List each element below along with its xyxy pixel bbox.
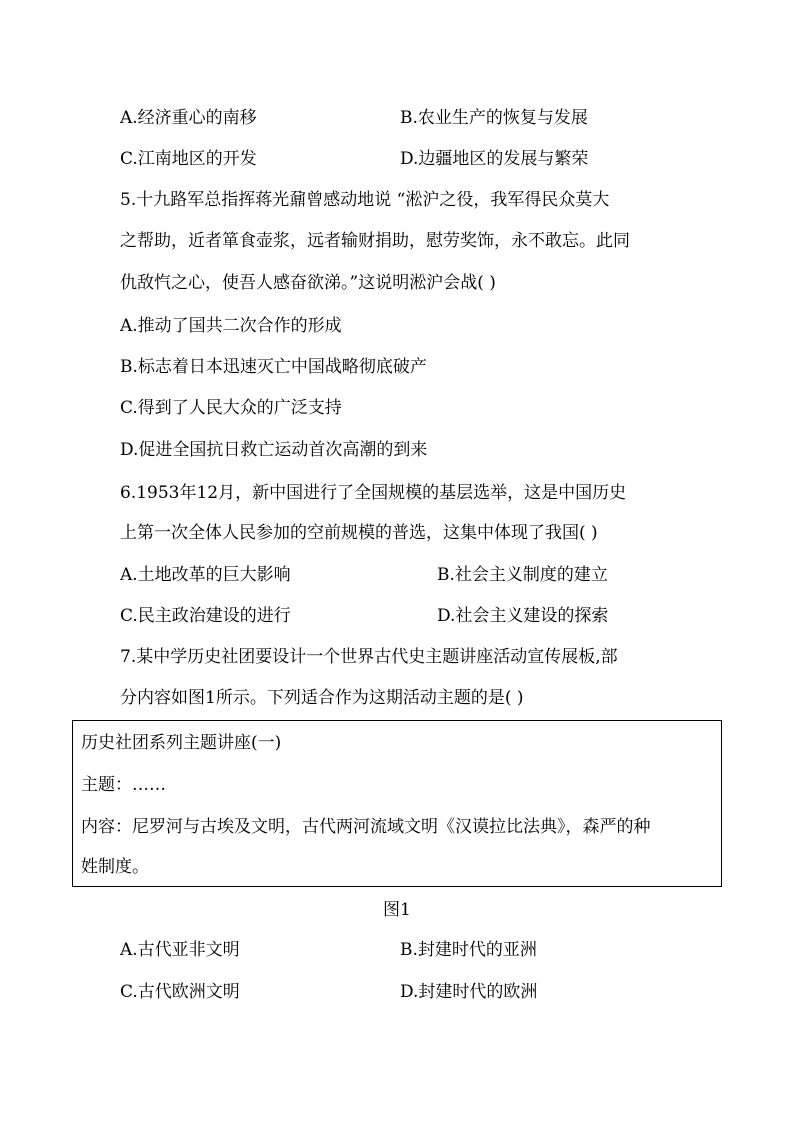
box-content-line: 内容：尼罗河与古埃及文明，古代两河流域文明《汉谟拉比法典》，森严的种: [81, 817, 651, 837]
lecture-board-box: [72, 720, 722, 887]
q5-option-d: D.促进全国抗日救亡运动首次高潮的到来: [120, 440, 428, 460]
q5-option-b: B.标志着日本迅速灭亡中国战略彻底破产: [120, 357, 427, 377]
q7-option-b: B.封建时代的亚洲: [400, 940, 537, 960]
q6-option-c: C.民主政治建设的进行: [120, 606, 291, 626]
q6-option-b: B.社会主义制度的建立: [437, 565, 608, 585]
q6-stem-line: 上第一次全体人民参加的空前规模的普选，这集中体现了我国( ): [120, 523, 598, 543]
q4-option-c: C.江南地区的开发: [120, 149, 257, 169]
q6-option-a: A.土地改革的巨大影响: [120, 565, 291, 585]
box-content-line: 姓制度。: [81, 857, 149, 877]
q5-option-a: A.推动了国共二次合作的形成: [120, 316, 342, 336]
q7-stem-line: 7.某中学历史社团要设计一个世界古代史主题讲座活动宣传展板,部: [120, 647, 618, 667]
q6-stem-line: 6.1953年12月，新中国进行了全国规模的基层选举，这是中国历史: [120, 483, 627, 503]
q7-stem-line: 分内容如图1所示。下列适合作为这期活动主题的是( ): [120, 688, 524, 708]
q7-option-a: A.古代亚非文明: [120, 940, 240, 960]
figure-caption: 图1: [383, 900, 411, 920]
q4-option-a: A.经济重心的南移: [120, 108, 257, 128]
q5-stem-line: 仇敌忾之心，使吾人感奋欲涕。”这说明淞沪会战( ): [120, 273, 496, 293]
q6-option-d: D.社会主义建设的探索: [437, 606, 609, 626]
q7-option-d: D.封建时代的欧洲: [400, 982, 538, 1002]
q4-option-d: D.边疆地区的发展与繁荣: [400, 149, 589, 169]
q7-option-c: C.古代欧洲文明: [120, 982, 240, 1002]
box-topic: 主题：……: [81, 775, 166, 795]
box-title: 历史社团系列主题讲座(一): [81, 733, 282, 753]
q4-option-b: B.农业生产的恢复与发展: [400, 108, 588, 128]
q5-option-c: C.得到了人民大众的广泛支持: [120, 398, 342, 418]
q5-stem-line: 5.十九路军总指挥蒋光鼐曾感动地说 “淞沪之役，我军得民众莫大: [120, 190, 610, 210]
q5-stem-line: 之帮助，近者箪食壶浆，远者输财捐助，慰劳奖饰，永不敢忘。此同: [120, 231, 630, 251]
